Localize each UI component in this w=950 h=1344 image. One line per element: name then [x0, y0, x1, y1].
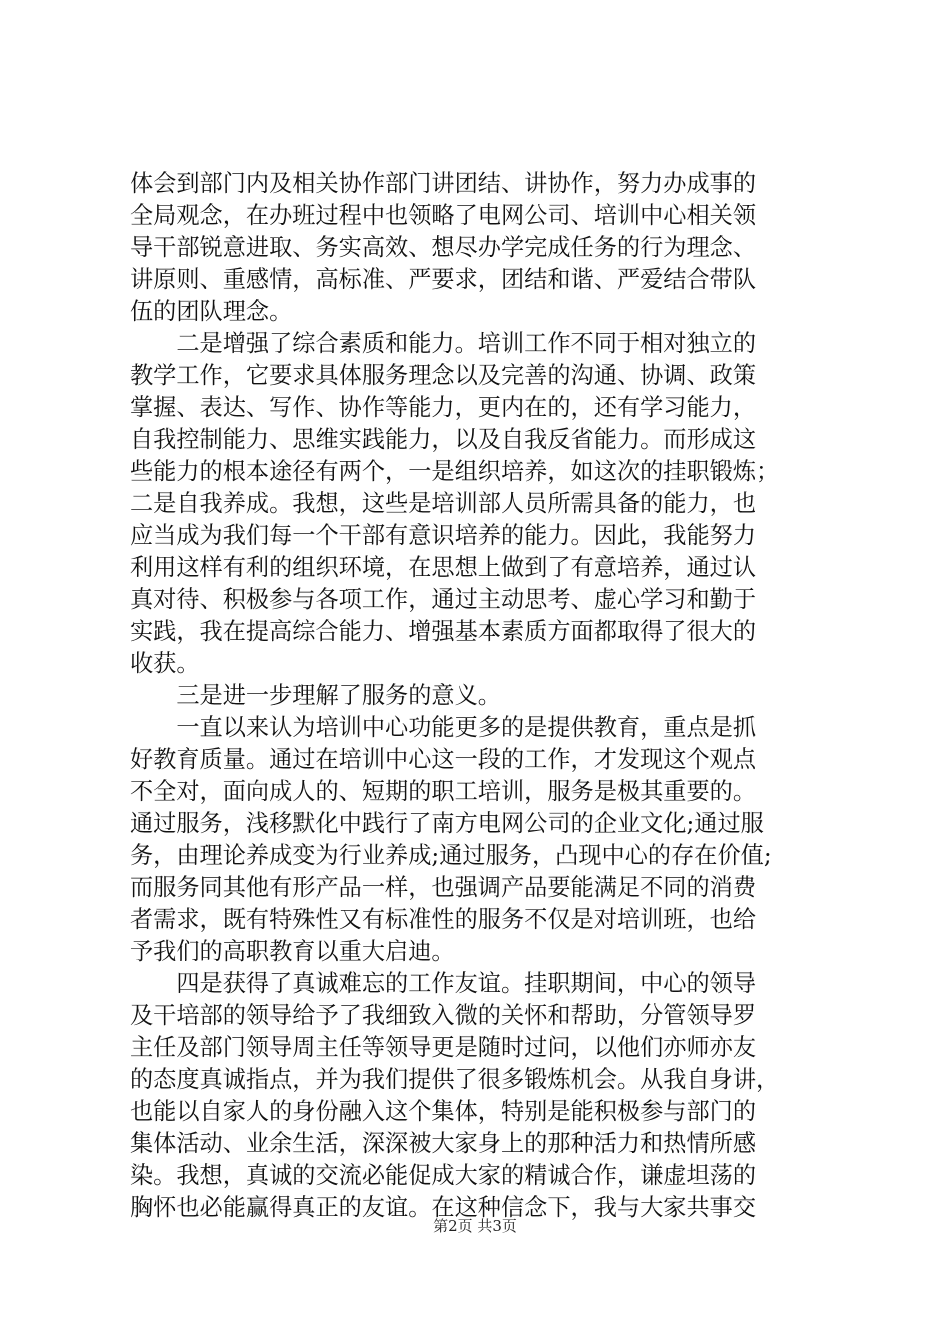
text-line: 的态度真诚指点，并为我们提供了很多锻炼机会。从我自身讲， — [130, 1066, 780, 1093]
text-line: 染。我想，真诚的交流必能促成大家的精诚合作，谦虚坦荡的 — [130, 1162, 757, 1189]
text-line: 一直以来认为培训中心功能更多的是提供教育，重点是抓 — [130, 714, 757, 741]
text-line: 应当成为我们每一个干部有意识培养的能力。因此，我能努力 — [130, 522, 757, 549]
text-line: 伍的团队理念。 — [130, 298, 293, 325]
text-line: 二是增强了综合素质和能力。培训工作不同于相对独立的 — [130, 330, 757, 357]
text-line: 好教育质量。通过在培训中心这一段的工作，才发现这个观点 — [130, 746, 757, 773]
text-line: 不全对，面向成人的、短期的职工培训，服务是极其重要的。 — [130, 778, 757, 805]
text-line: 而服务同其他有形产品一样，也强调产品要能满足不同的消费 — [130, 874, 757, 901]
text-line: 四是获得了真诚难忘的工作友谊。挂职期间，中心的领导 — [130, 970, 757, 997]
text-line: 主任及部门领导周主任等领导更是随时过问，以他们亦师亦友 — [130, 1034, 757, 1061]
text-line: 讲原则、重感情，高标准、严要求，团结和谐、严爱结合带队 — [130, 266, 757, 293]
text-line: 胸怀也必能赢得真正的友谊。在这种信念下，我与大家共事交 — [130, 1194, 757, 1221]
text-line: 导干部锐意进取、务实高效、想尽办学完成任务的行为理念、 — [130, 234, 757, 261]
text-line: 通过服务，浅移默化中践行了南方电网公司的企业文化;通过服 — [130, 810, 764, 837]
text-line: 体会到部门内及相关协作部门讲团结、讲协作，努力办成事的 — [130, 170, 757, 197]
text-line: 掌握、表达、写作、协作等能力，更内在的，还有学习能力， — [130, 394, 757, 421]
text-line: 全局观念，在办班过程中也领略了电网公司、培训中心相关领 — [130, 202, 757, 229]
text-line: 二是自我养成。我想，这些是培训部人员所需具备的能力，也 — [130, 490, 757, 517]
text-line: 实践，我在提高综合能力、增强基本素质方面都取得了很大的 — [130, 618, 757, 645]
text-line: 予我们的高职教育以重大启迪。 — [130, 938, 455, 965]
text-line: 真对待、积极参与各项工作，通过主动思考、虚心学习和勤于 — [130, 586, 757, 613]
text-line: 三是进一步理解了服务的意义。 — [130, 682, 501, 709]
page-number-label: 第2页 共3页 — [433, 1217, 517, 1235]
text-line: 自我控制能力、思维实践能力，以及自我反省能力。而形成这 — [130, 426, 757, 453]
text-line: 也能以自家人的身份融入这个集体，特别是能积极参与部门的 — [130, 1098, 757, 1125]
page-footer — [0, 1216, 950, 1236]
text-line: 收获。 — [130, 650, 200, 677]
text-line: 利用这样有利的组织环境，在思想上做到了有意培养，通过认 — [130, 554, 757, 581]
text-line: 些能力的根本途径有两个，一是组织培养，如这次的挂职锻炼； — [130, 458, 780, 485]
text-line: 教学工作，它要求具体服务理念以及完善的沟通、协调、政策 — [130, 362, 757, 389]
text-line: 务，由理论养成变为行业养成;通过服务，凸现中心的存在价值; — [130, 842, 772, 869]
document-body — [130, 168, 845, 1224]
text-line: 集体活动、业余生活，深深被大家身上的那种活力和热情所感 — [130, 1130, 757, 1157]
text-line: 及干培部的领导给予了我细致入微的关怀和帮助，分管领导罗 — [130, 1002, 757, 1029]
text-line: 者需求，既有特殊性又有标准性的服务不仅是对培训班，也给 — [130, 906, 757, 933]
